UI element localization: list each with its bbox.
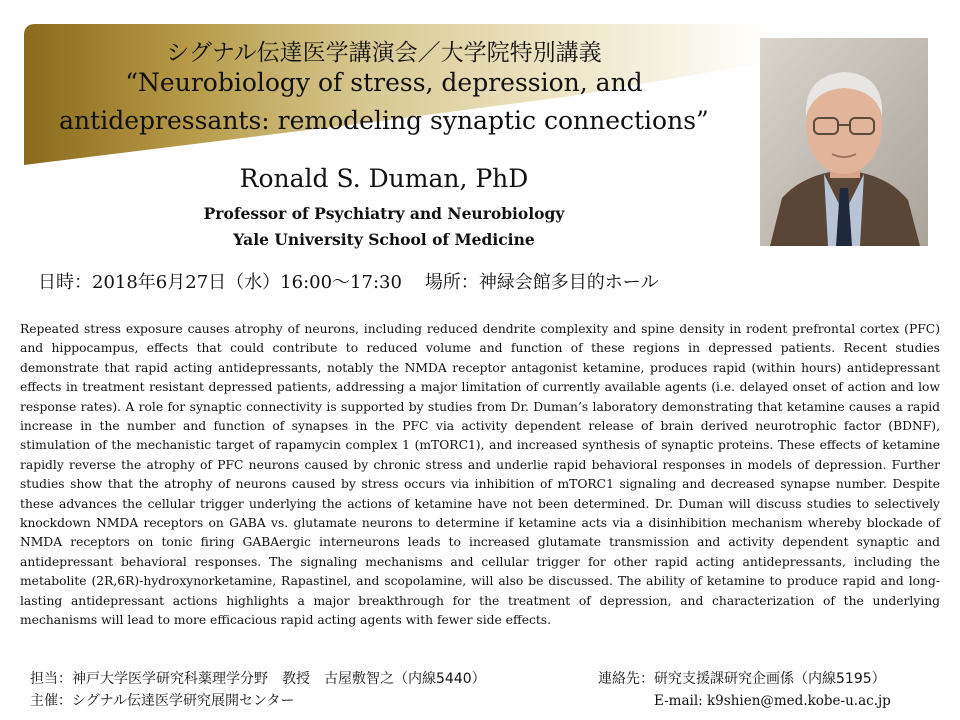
footer-contact xyxy=(598,668,938,712)
series-title: シグナル伝達医学講演会／大学院特別講義 xyxy=(166,40,602,66)
talk-title-line-2: antidepressants: remodeling synaptic connections” xyxy=(59,106,709,135)
place-label: 場所： xyxy=(424,272,479,293)
speaker-position: Professor of Psychiatry and Neurobiology xyxy=(203,204,565,223)
abstract-text: Repeated stress exposure causes atrophy of neurons, including reduced dendrite complexity and spine density in rodent prefrontal cortex (PFC) and hippocampus, effects that could contribute to reduced volume and function of these regions in depressed patients. Recent studies demonstrate that rapid acting antidepressants, notably the NMDA receptor antagonist ketamine, produces rapid (within hours) antidepressant effects in treatment resistant depressed patients, addressing a major limitation of currently available agents (i.e. delayed onset of action and low response rates). A role for synaptic connectivity is supported by studies from Dr. Duman’s laboratory demonstrating that ketamine causes a rapid increase in the number and function of synapses in the PFC via activity dependent release of brain derived neurotrophic factor (BDNF), stimulation of the mechanistic target of rapamycin complex 1 (mTORC1), and increased synthesis of synaptic proteins. These effects of ketamine rapidly reverse the atrophy of PFC neurons caused by chronic stress and underlie rapid behavioral responses in models of depression. Further studies show that the atrophy of neurons caused by stress occurs via inhibition of mTORC1 signaling and decreased synapse number. Despite these advances the cellular trigger underlying the actions of ketamine have not been determined. Dr. Duman will discuss studies to selectively knockdown NMDA receptors on GABA vs. glutamate neurons to determine if ketamine acts via a disinhibition mechanism whereby blockade of NMDA receptors on tonic firing GABAergic interneurons leads to increased glutamate transmission and activity dependent synaptic and antidepressant behavioral responses. The signaling mechanisms and cellular trigger for other rapid acting antidepressants, including the metabolite (2R,6R)-hydroxynorketamine, Rapastinel, and scopolamine, will also be discussed. The ability of ketamine to produce rapid and long-lasting antidepressant actions highlights a major breakthrough for the treatment of depression, and characterization of the underlying mechanisms will lead to more efficacious rapid acting agents with fewer side effects. xyxy=(20,322,940,628)
place-value: 神緑会館多目的ホール xyxy=(478,272,659,293)
speaker-portrait-icon xyxy=(760,38,928,246)
talk-title xyxy=(24,64,744,140)
talk-title-line-1: “Neurobiology of stress, depression, and xyxy=(125,68,643,97)
organizer-contact: 担当：神戸大学医学研究科薬理学分野 教授 古屋敷智之（内線5440） xyxy=(30,671,486,687)
host-organization: 主催：シグナル伝達医学研究展開センター xyxy=(30,693,295,709)
footer-organizer xyxy=(30,668,570,712)
datetime-label: 日時： xyxy=(38,272,92,293)
contact-office: 連絡先：研究支援課研究企画係（内線5195） xyxy=(598,671,886,687)
contact-email[interactable]: E-mail: k9shien@med.kobe-u.ac.jp xyxy=(654,693,891,709)
datetime-value: 2018年6月27日（水）16:00〜17:30 xyxy=(92,272,402,293)
speaker-affiliation xyxy=(134,201,634,253)
speaker-institution: Yale University School of Medicine xyxy=(233,230,535,249)
speaker-name: Ronald S. Duman, PhD xyxy=(239,164,529,193)
speaker-photo xyxy=(760,38,928,246)
event-info xyxy=(38,268,938,294)
